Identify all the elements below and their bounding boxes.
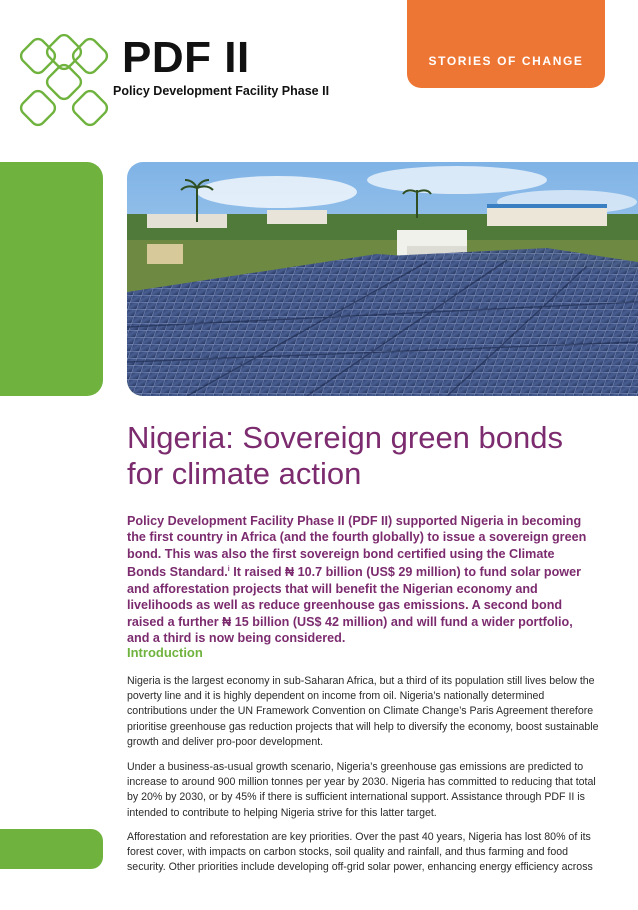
pdf-logo-icon — [16, 34, 128, 134]
lead-text-part-2: It raised ₦ 10.7 billion (US$ 29 million) to fund solar power and afforestation projects that will benefit the Nigerian economy and livelihoods as well as reduce greenhouse gas emissions. A second bond raised a further ₦ 15 billion (US$ 42 million) and will fund a wider portfolio, and a third is now being considered. — [127, 565, 582, 646]
article-title — [127, 420, 627, 492]
body-paragraph-3: Afforestation and reforestation are key priorities. Over the past 40 years, Nigeria has lost 80% of its forest cover, with impacts on carbon stocks, soil quality and rainfall, and thus farming and food security. Other priorities include developing off-grid solar power, enhancing energy efficiency across — [127, 831, 593, 874]
solar-farm-photo — [127, 162, 638, 396]
introduction-heading: Introduction — [127, 645, 203, 660]
body-paragraph-2: Under a business-as-usual growth scenario, Nigeria’s greenhouse gas emissions are predicted to increase to around 900 million tonnes per year by 2030. Nigeria has committed to reducing that total by 20% by 2030, or by 45% if there is sufficient international support. Assistance through PDF II is intended to contribute to helping Nigeria strive for this latter target. — [127, 761, 596, 819]
article-title-line-1: Nigeria: Sovereign green bonds — [127, 420, 563, 455]
green-accent-bar-bottom — [0, 829, 103, 869]
green-accent-bar — [0, 162, 103, 396]
article-title-line-2: for climate action — [127, 456, 362, 491]
logo-subtitle: Policy Development Facility Phase II — [113, 84, 330, 98]
stories-of-change-label: STORIES OF CHANGE — [428, 54, 584, 68]
body-paragraph-1: Nigeria is the largest economy in sub-Saharan Africa, but a third of its population still lives below the poverty line and it is highly dependent on income from oil. Nigeria’s nationally determined contributions under the UN Framework Convention on Climate Change’s Paris Agreement therefore prioritise greenhouse gas reduction projects that will help to diversify the economy, boost sustainable growth and deliver pro-poor development. — [127, 675, 599, 748]
logo-title: PDF II — [122, 33, 250, 82]
lead-text-part-1: Policy Development Facility Phase II (PDF II) supported Nigeria in becoming the first country in Africa (and the fourth globally) to issue a sovereign green bond. This was also the first sovereign bond certified using the Climate Bonds Standard. — [127, 514, 587, 580]
lead-paragraph — [127, 513, 597, 646]
stories-of-change-tab — [407, 0, 605, 88]
footnote-marker: i — [227, 566, 230, 574]
